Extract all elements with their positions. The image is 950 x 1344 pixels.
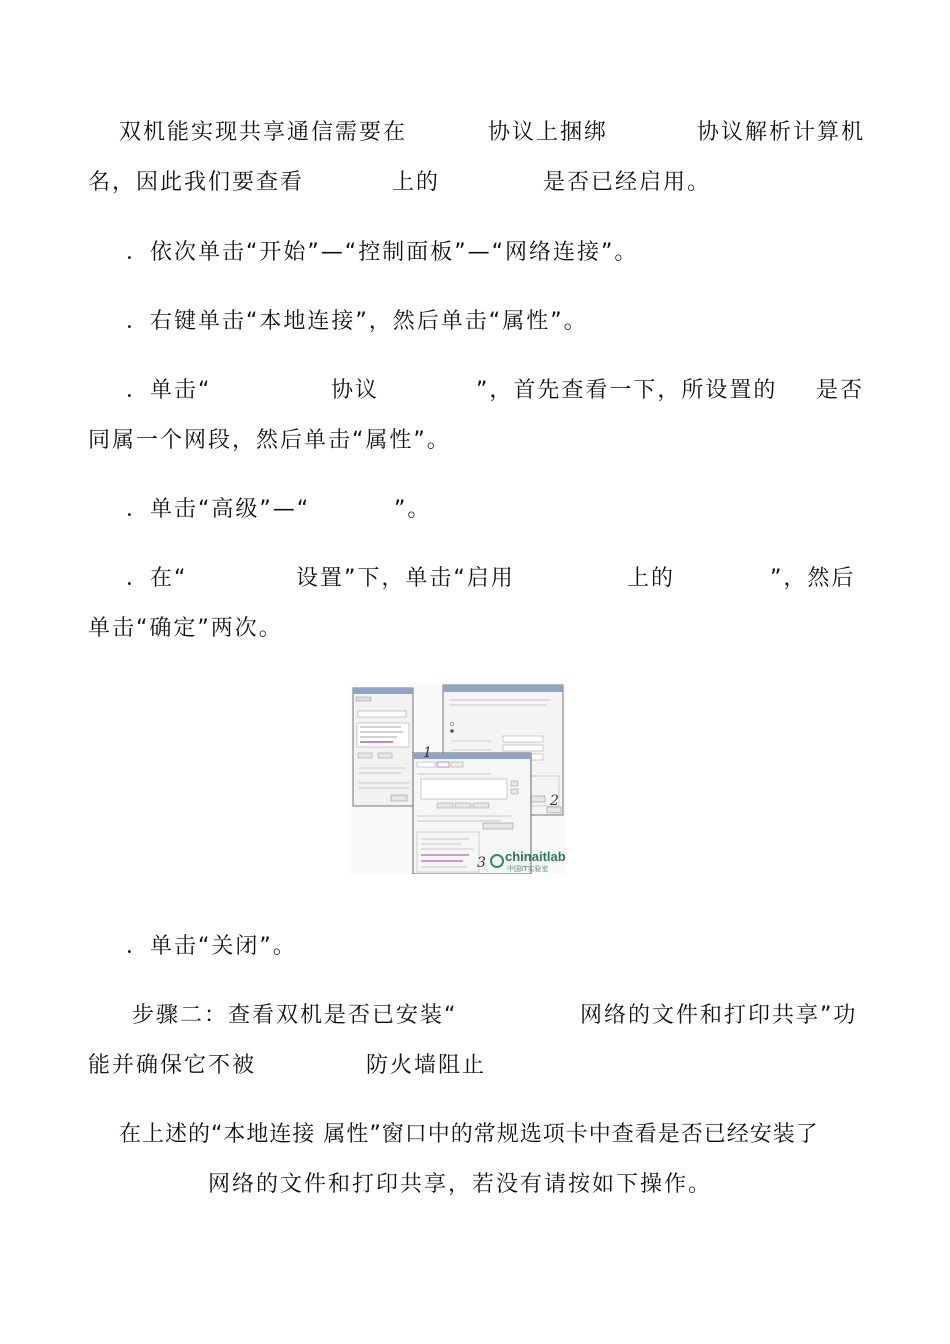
text-segment: 能并确保它不被: [88, 1053, 257, 1078]
figure-marker: 3: [477, 855, 486, 871]
step-2-text: ．右键单击“本地连接”，然后单击“属性”。: [126, 309, 588, 334]
step-close-text: ．单击“关闭”。: [126, 934, 297, 959]
screenshot-figure: [351, 683, 566, 874]
text-segment: 双机能实现共享通信需要在: [119, 120, 408, 145]
text-segment: ”，然后: [770, 566, 856, 591]
text-segment: 上的: [627, 566, 676, 591]
text-segment: 单击“确定”两次。: [88, 616, 283, 641]
text-segment: 上的: [392, 170, 441, 195]
text-segment: 协议解析计算机: [697, 120, 866, 145]
text-segment: 步骤二：查看双机是否已安装“: [132, 1003, 458, 1028]
text-segment: 网络的文件和打印共享”功: [580, 1003, 858, 1028]
text-segment: ”，首先查看一下，所设置的: [476, 378, 778, 403]
text-segment: 同属一个网段，然后单击“属性”。: [88, 428, 451, 453]
step-1-text: ．依次单击“开始”—“控制面板”—“网络连接”。: [126, 240, 639, 265]
text-segment: ．单击“: [126, 378, 212, 403]
text-segment: 是否已经启用。: [543, 170, 712, 195]
watermark-subtitle: 中国IT实验室: [507, 865, 549, 873]
text-segment: 协议上捆绑: [488, 120, 609, 145]
text-segment: ．在“: [126, 566, 188, 591]
watermark: chinaitlab: [505, 849, 566, 864]
text-segment: 协议: [331, 378, 380, 403]
text-segment: 设置”下，单击“启用: [296, 566, 515, 591]
figure-marker: 1: [423, 745, 432, 761]
text-segment: 在上述的“本地连接 属性”窗口中的常规选项卡中查看是否已经安装了: [119, 1122, 819, 1147]
text-segment: 名，因此我们要查看: [88, 170, 305, 195]
text-segment: ．单击“高级”—“: [126, 497, 311, 522]
text-segment: ”。: [394, 497, 432, 522]
text-segment: 是否: [816, 378, 865, 403]
text-segment: 防火墙阻止: [366, 1053, 487, 1078]
text-segment: 网络的文件和打印共享，若没有请按如下操作。: [208, 1172, 713, 1197]
figure-marker: 2: [550, 793, 559, 809]
